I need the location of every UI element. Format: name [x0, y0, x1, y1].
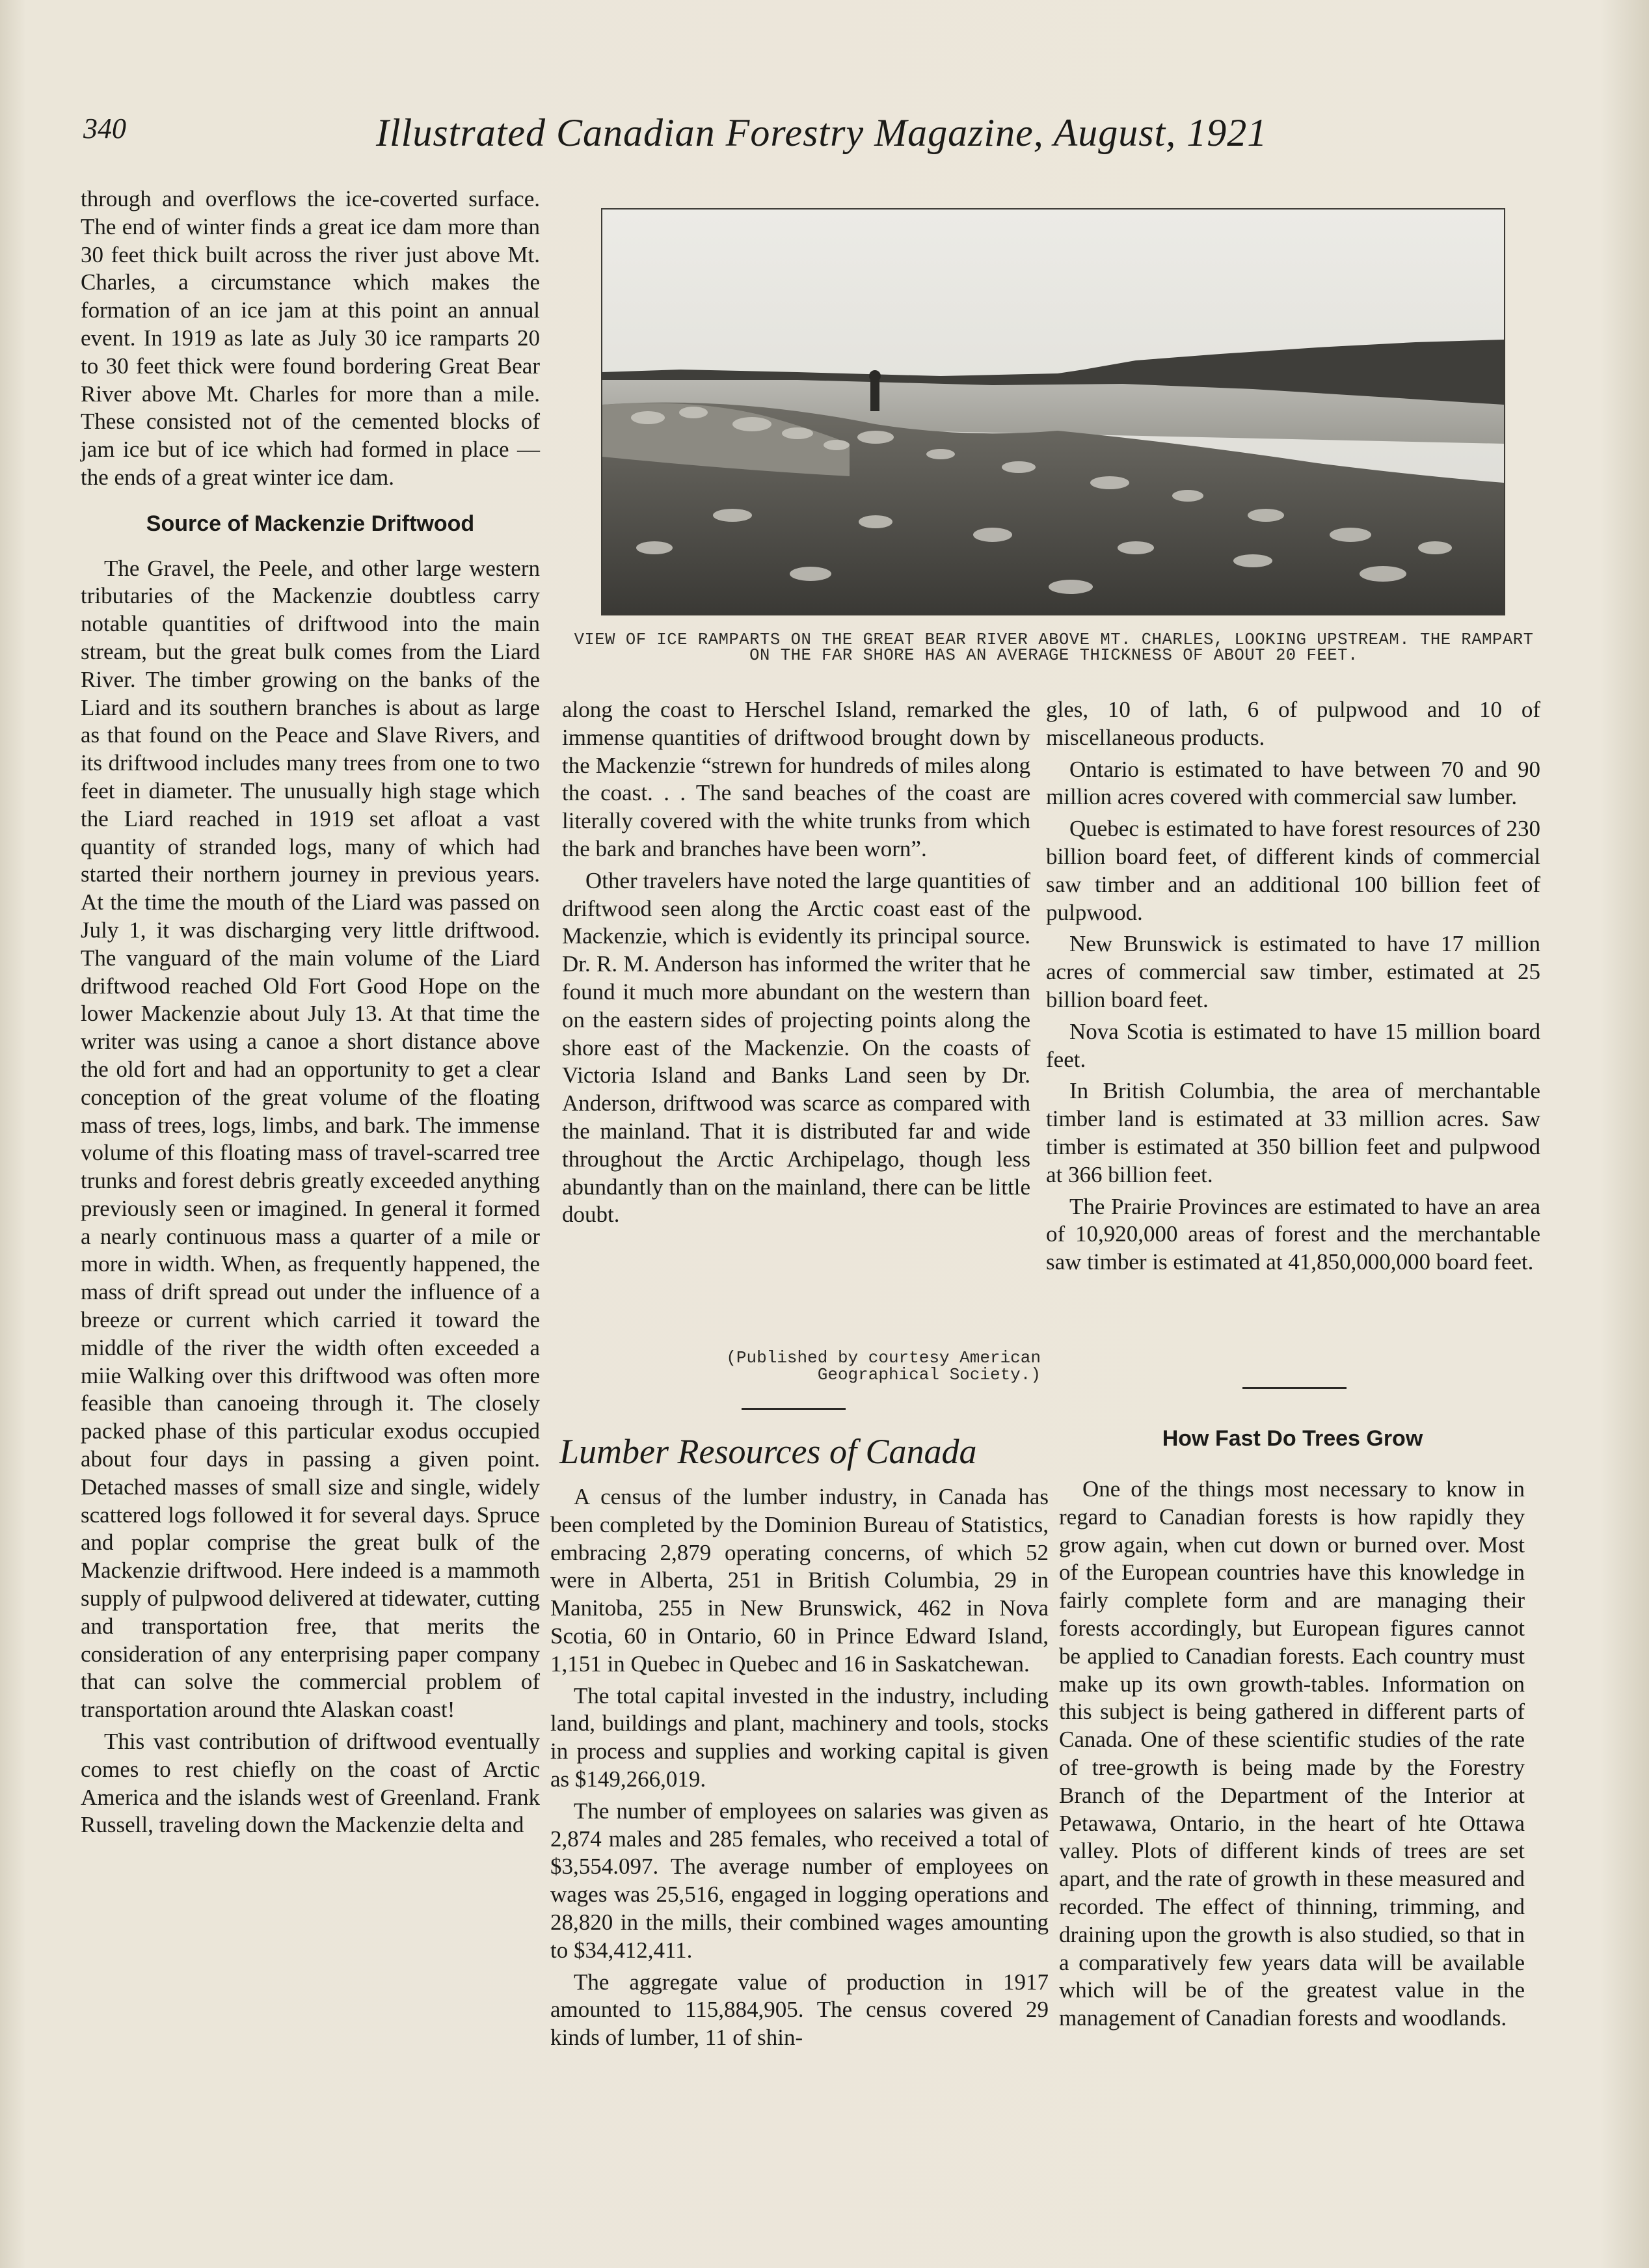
section-divider: [1242, 1387, 1347, 1389]
body-paragraph: The Gravel, the Peele, and other large western tributaries of the Mackenzie doubtless carry notable quantities of driftwood into the main stream, but the great bulk comes from the Liard River. The timber growing on the banks of the Liard and its southern branches is about as large as that found on the Peace and Slave Rivers, and its driftwood includes many trees from one to two feet in diameter. The unusually high stage which the Liard reached in 1919 set afloat a vast quantity of stranded logs, many of which had started their northern journey in previous years. At the time the mouth of the Liard was passed on July 1, it was discharging very little driftwood. The vanguard of the main volume of the Liard driftwood reached Old Fort Good Hope on the lower Mackenzie about July 13. At that time the writer was using a canoe a short distance above the old fort and had an opportunity to get a clear conception of the great volume of the floating mass of trees, logs, limbs, and bark. The immense volume of this floating mass of travel-scarred tree trunks and forest debris greatly exceeded anything previously seen or imagined. In general it formed a nearly continuous mass a quarter of a mile or more in width. When, as frequently happened, the mass of drift spread out under the influence of a breeze or current which carried it toward the middle of the river the width often exceeded a miie Walking over this driftwood was often more feasible than canoeing through it. The closely packed phase of this particular exodus occupied about four days in passing a given point. Detached masses of small size and single, widely scattered logs followed it for several days. Spruce and poplar comprise the great bulk of the Mackenzie driftwood. Here indeed is a mammoth supply of pulpwood delivered at tidewater, cutting and transportation free, that merits the consideration of any enterprising paper company that can solve the commercial problem of transportation around thte Alaskan coast!: [81, 555, 540, 1723]
body-paragraph: gles, 10 of lath, 6 of pulpwood and 10 of miscellaneous products.: [1046, 697, 1540, 750]
credit-line: Geographical Society.): [817, 1365, 1041, 1384]
body-paragraph: The Prairie Provinces are estimated to have an area of 10,920,000 areas of forest and the merchantable saw timber is estimated at 41,850,000,000 board feet.: [1046, 1193, 1540, 1275]
intro-paragraph: through and overflows the ice-coverted surface. The end of winter finds a great ice dam more than 30 feet thick built across the river just above Mt. Charles, a circumstance which makes the formation of an ice jam at this point an annual event. In 1919 as late as July 30 ice ramparts 20 to 30 feet thick were found bordering Great Bear River above Mt. Charles for more than a mile. These consisted not of the cemented blocks of jam ice but of ice which had formed in place — the ends of a great winter ice dam.: [81, 186, 540, 490]
section-subhead: Source of Mackenzie Driftwood: [146, 511, 475, 536]
body-paragraph: along the coast to Herschel Island, remarked the immense quantities of driftwood brought down by the Mackenzie “strewn for hundreds of miles along the coast. . . The sand beaches of the coast are literally covered with the white trunks from which the bark and branches have been worn”.: [562, 697, 1030, 861]
lumber-article-body: [550, 1483, 1049, 2052]
body-paragraph: This vast contribution of driftwood eventually comes to rest chiefly on the coast of Arctic America and the islands west of Greenland. Frank Russell, traveling down the Mackenzie delta and: [81, 1729, 540, 1838]
right-column-top: [1046, 696, 1540, 1276]
body-paragraph: The total capital invested in the industry, including land, buildings and plant, machinery and tools, stocks in process and supplies and working capital is given as $149,266,019.: [550, 1682, 1049, 1792]
trees-article-body: [1059, 1476, 1525, 2032]
body-paragraph: A census of the lumber industry, in Canada has been completed by the Dominion Bureau of Statistics, embracing 2,879 operating concerns, of which 52 were in Alberta, 251 in British Columbia, 29 in Manitoba, 255 in New Brunswick, 462 in Nova Scotia, 60 in Ontario, 60 in Prince Edward Island, 1,151 in Quebec in Quebec and 16 in Saskatchewan.: [550, 1484, 1049, 1677]
photo-caption: VIEW OF ICE RAMPARTS ON THE GREAT BEAR RIVER ABOVE MT. CHARLES, LOOKING UPSTREAM. THE RAMPART ON THE FAR SHORE HAS AN AVERAGE THICKNESS OF ABOUT 20 FEET.: [574, 630, 1534, 665]
body-paragraph: Quebec is estimated to have forest resources of 230 billion board feet, of different kinds of commercial saw timber and an additional 100 billion feet of pulpwood.: [1046, 816, 1540, 925]
article-title: Lumber Resources of Canada: [559, 1432, 977, 1471]
body-paragraph: Ontario is estimated to have between 70 and 90 million acres covered with commercial saw lumber.: [1046, 756, 1540, 810]
body-paragraph: The number of employees on salaries was given as 2,874 males and 285 females, who received a total of $3,554.097. The average number of employees on wages was 25,516, engaged in logging operations and 28,820 in the mills, their combined wages amounting to $34,412,411.: [550, 1798, 1049, 1963]
section-divider: [742, 1408, 846, 1410]
running-head: Illustrated Canadian Forestry Magazine, August, 1921: [376, 111, 1268, 154]
body-paragraph: One of the things most necessary to know in regard to Canadian forests is how rapidly they grow again, when cut down or burned over. Most of the European countries have this knowledge in fairly complete form and are managing their forests accordingly, but European figures cannot be applied to Canadian forests. Each country must make up its own growth-tables. Information on this subject is being gathered in different parts of Canada. One of these scientific studies of the rate of tree-growth is being made by the Forestry Branch of the Department of the Interior at Petawawa, Ontario, in the heart of hte Ottawa valley. Plots of different kinds of trees are set apart, and the rate of growth in these measured and recorded. The effect of thinning, trimming, and draining upon the growth is also studied, so that in a comparatively few years data will be available which will be of the greatest value in the management of Canadian forests and woodlands.: [1059, 1476, 1525, 2031]
river-photo: [601, 208, 1505, 615]
publication-credit: [677, 1349, 1041, 1383]
ice-ramparts-photo-image: [602, 209, 1504, 614]
body-paragraph: The aggregate value of production in 1917 amounted to 115,884,905. The census covered 29 kinds of lumber, 11 of shin-: [550, 1969, 1049, 2051]
credit-line: (Published by courtesy American: [726, 1348, 1041, 1368]
body-paragraph: Nova Scotia is estimated to have 15 million board feet.: [1046, 1018, 1540, 1072]
body-paragraph: New Brunswick is estimated to have 17 million acres of commercial saw timber, estimated at 25 billion board feet.: [1046, 931, 1540, 1012]
body-paragraph: Other travelers have noted the large quantities of driftwood seen along the Arctic coast east of the Mackenzie, which is evidently its principal source. Dr. R. M. Anderson has informed the writer that he found it much more abundant on the western than on the eastern sides of projecting points along the shore east of the Mackenzie. On the coasts of Victoria Island and Banks Land seen by Dr. Anderson, driftwood was scarce as compared with the mainland. That it is distributed far and wide throughout the Arctic Archipelago, though less abundantly than on the mainland, there can be little doubt.: [562, 867, 1030, 1228]
page-number: 340: [83, 113, 126, 144]
article-subhead: How Fast Do Trees Grow: [1162, 1426, 1423, 1451]
left-column: [81, 185, 540, 1839]
body-paragraph: In British Columbia, the area of merchantable timber land is estimated at 33 million acres. Saw timber is estimated at 350 billion feet and pulpwood at 366 billion feet.: [1046, 1078, 1540, 1187]
middle-column-top: [562, 696, 1030, 1229]
